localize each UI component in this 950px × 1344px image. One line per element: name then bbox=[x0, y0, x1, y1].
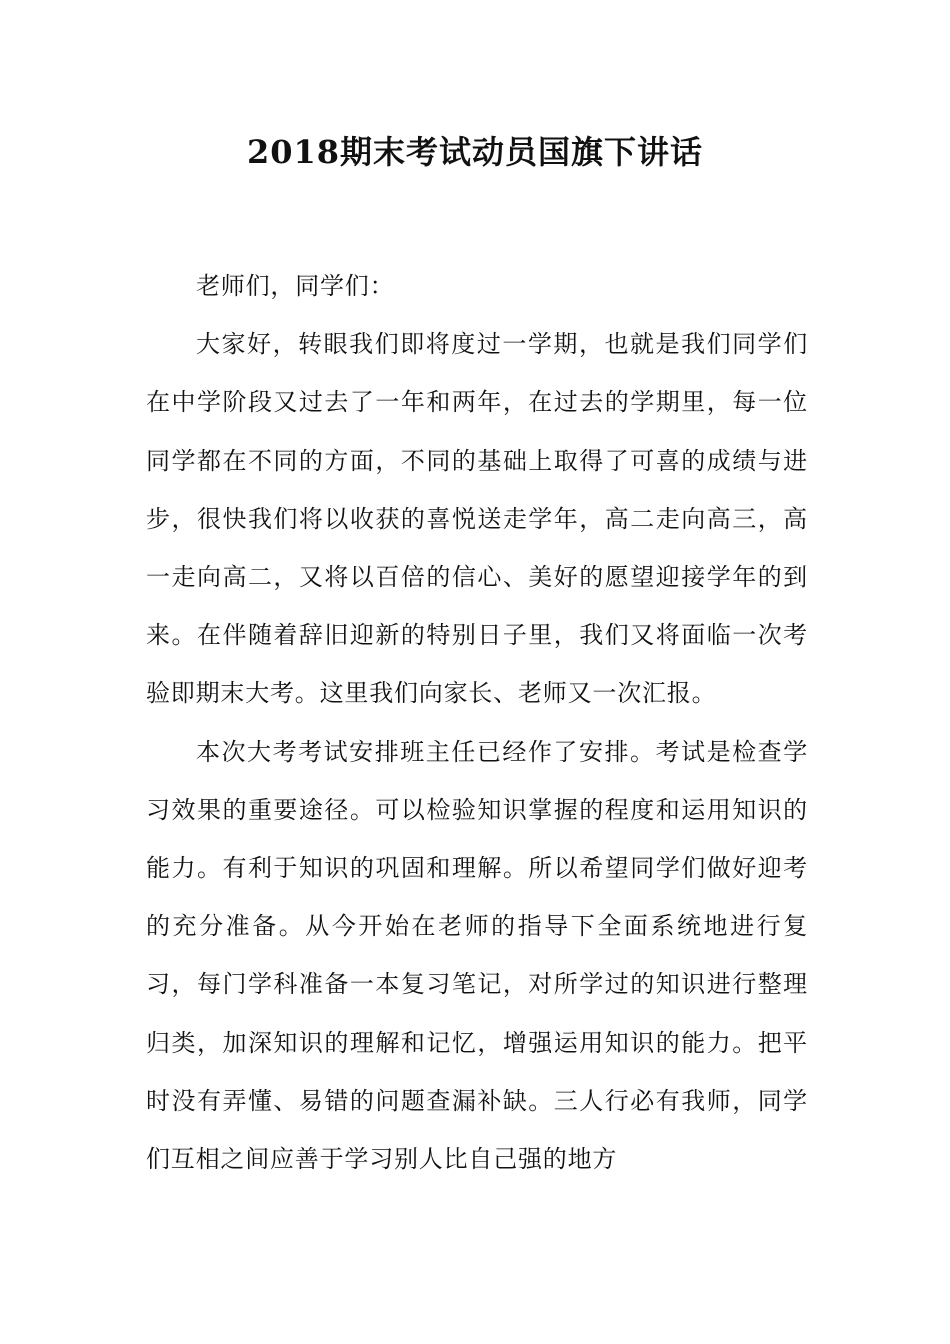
body-paragraph-2: 本次大考考试安排班主任已经作了安排。考试是检查学习效果的重要途径。可以检验知识掌握的程度和运用知识的能力。有利于知识的巩固和理解。所以希望同学们做好迎考的充分准备。从今开始在老师的指导下全面系统地进行复习，每门学科准备一本复习笔记，对所学过的知识进行整理归类，加深知识的理解和记忆，增强运用知识的能力。把平时没有弄懂、易错的问题查漏补缺。三人行必有我师，同学们互相之间应善于学习别人比自己强的地方 bbox=[146, 737, 808, 1174]
body-paragraph-1: 大家好，转眼我们即将度过一学期，也就是我们同学们在中学阶段又过去了一年和两年，在过去的学期里，每一位同学都在不同的方面，不同的基础上取得了可喜的成绩与进步，很快我们将以收获的喜悦送走学年，高二走向高三，高一走向高二，又将以百倍的信心、美好的愿望迎接学年的到来。在伴随着辞旧迎新的特别日子里，我们又将面临一次考验即期末大考。这里我们向家长、老师又一次汇报。 bbox=[146, 330, 808, 708]
greeting-paragraph: 老师们，同学们： bbox=[196, 272, 395, 300]
document-body bbox=[146, 257, 808, 1188]
document-title: 2018期末考试动员国旗下讲话 bbox=[246, 133, 704, 171]
